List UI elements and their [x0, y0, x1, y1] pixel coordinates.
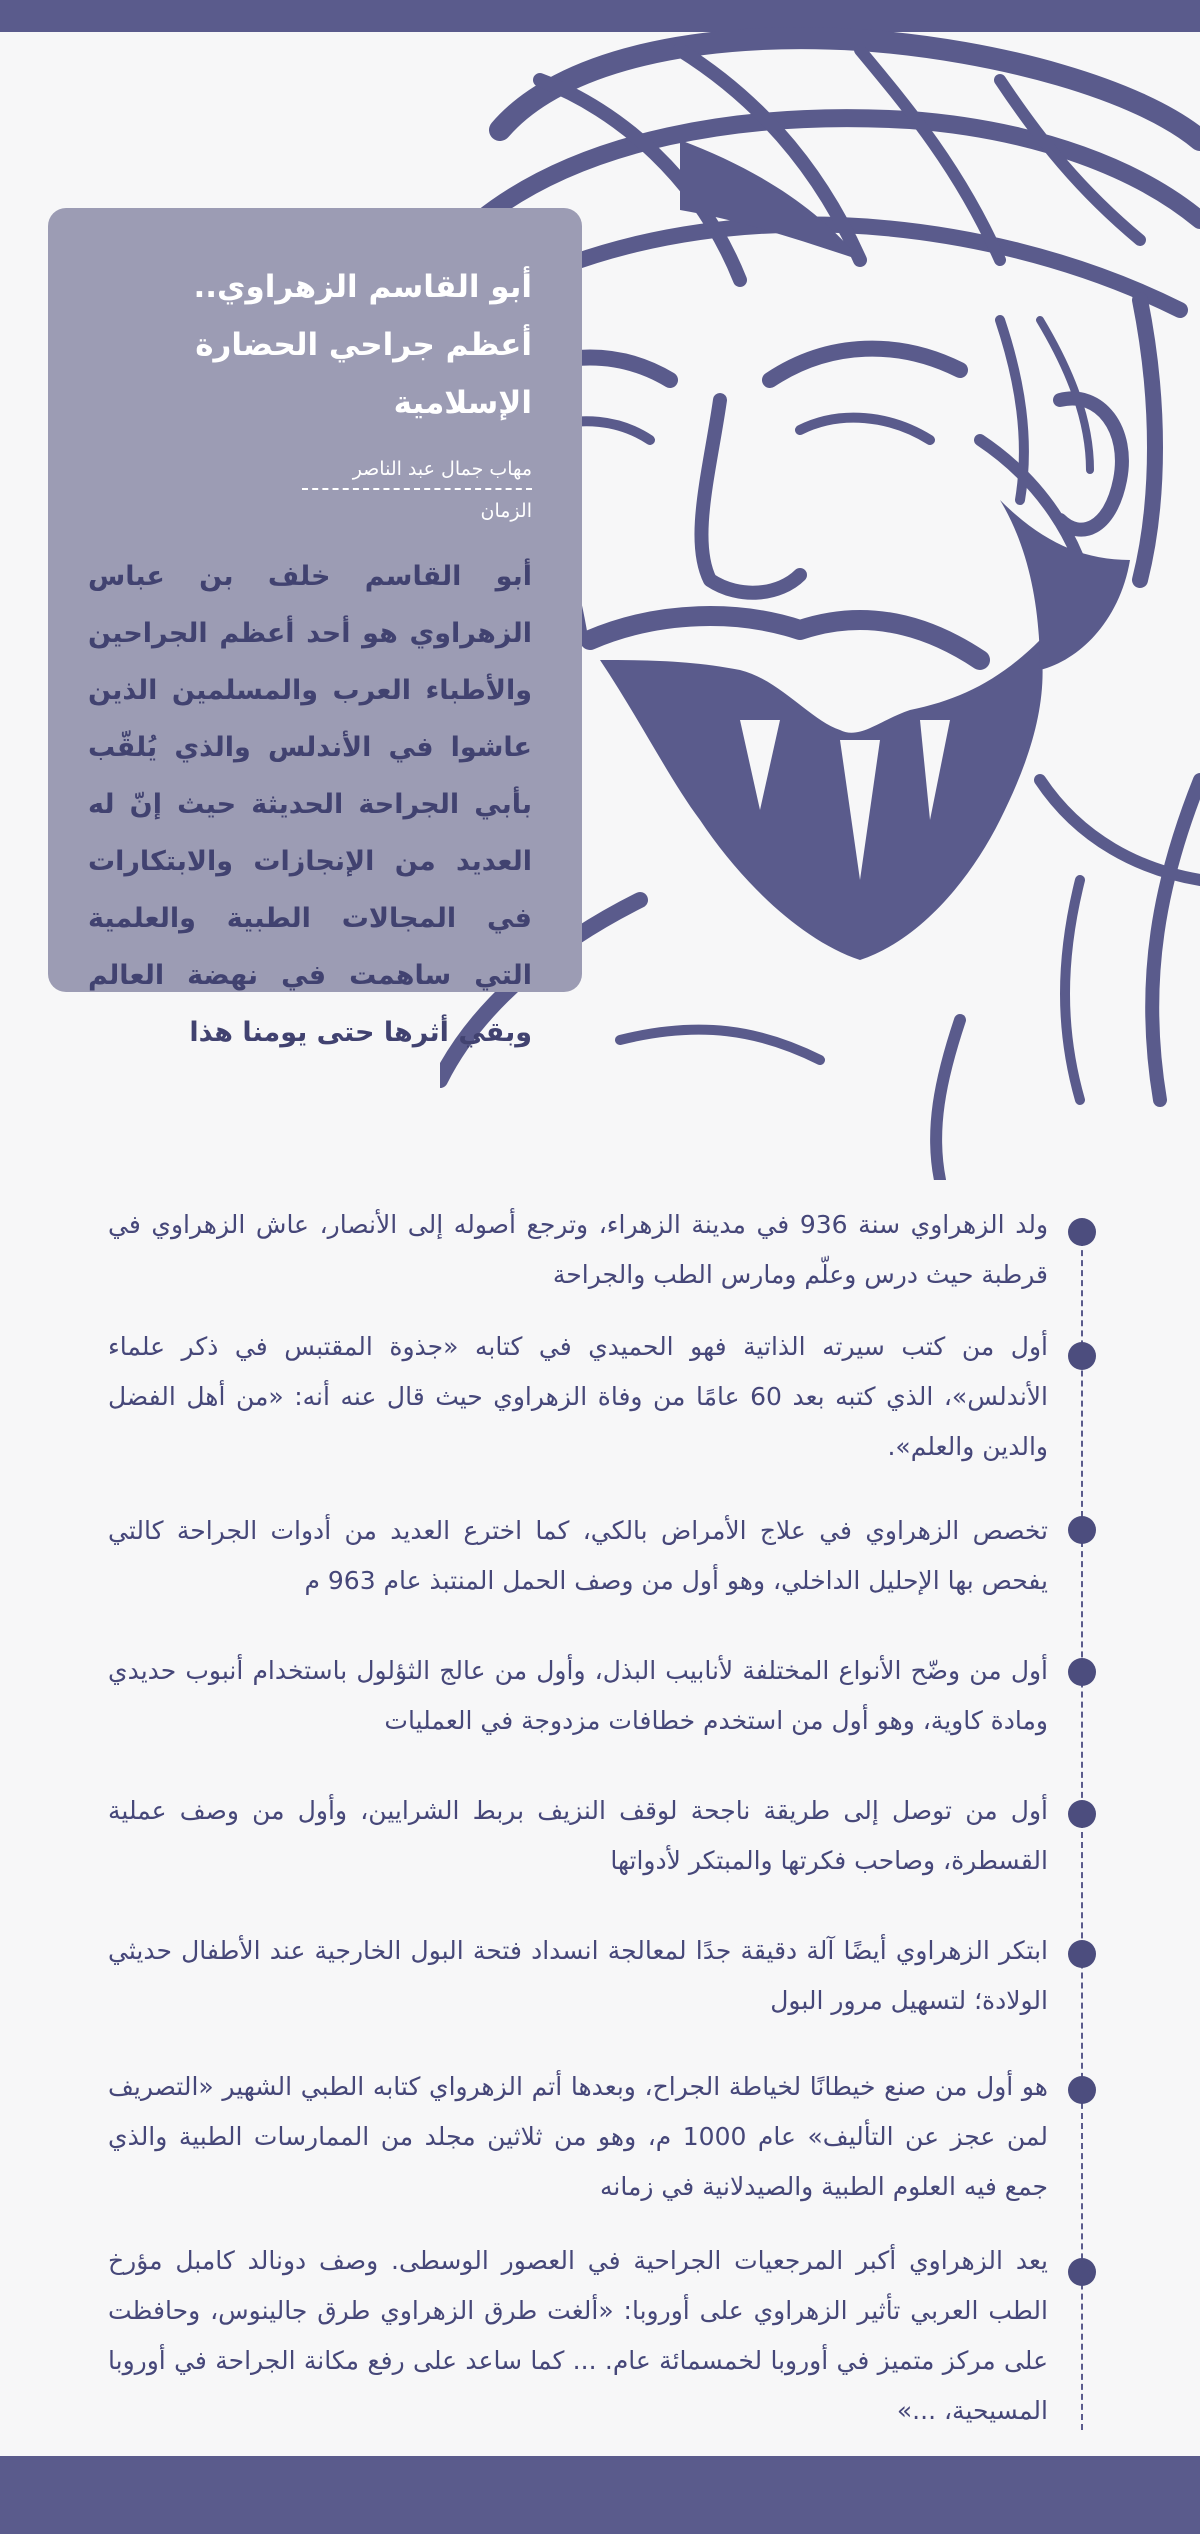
- intro-paragraph: أبو القاسم خلف بن عباس الزهراوي هو أحد أعظم الجراحين والأطباء العرب والمسلمين الذين عاشوا في الأندلس والذي يُلقّب بأبي الجراحة الحديثة حيث إنّ له العديد من الإنجازات والابتكارات في المجالات الطبية والعلمية التي ساهمت في نهضة العالم وبقي أثرها حتى يومنا هذا: [88, 561, 532, 1048]
- timeline-bullet: [1068, 2258, 1096, 2286]
- fact-text: هو أول من صنع خيطانًا لخياطة الجراح، وبعدها أتم الزهرواي كتابه الطبي الشهير «التصريف لمن عجز عن التأليف» عام 1000 م، وهو من ثلاثين مجلد من الممارسات الطبية والذي جمع فيه العلوم الطبية والصيدلانية في زمانه: [108, 2072, 1048, 2201]
- fact-item: [108, 1200, 1048, 1300]
- fact-item: [108, 1646, 1048, 1746]
- title-line-2: أعظم جراحي الحضارة الإسلامية: [195, 327, 532, 421]
- timeline-bullet: [1068, 1218, 1096, 1246]
- timeline-bullet: [1068, 2076, 1096, 2104]
- title-line-1: أبو القاسم الزهراوي..: [193, 269, 532, 305]
- fact-text: أول من توصل إلى طريقة ناجحة لوقف النزيف بربط الشرايين، وأول من وصف عملية القسطرة، وصاحب فكرتها والمبتكر لأدواتها: [108, 1796, 1048, 1875]
- fact-text: ولد الزهراوي سنة 936 في مدينة الزهراء، وترجع أصوله إلى الأنصار، عاش الزهراوي في قرطبة حيث درس وعلّم ومارس الطب والجراحة: [108, 1210, 1049, 1289]
- timeline-bullet: [1068, 1940, 1096, 1968]
- timeline-bullet: [1068, 1516, 1096, 1544]
- timeline-bullet: [1068, 1658, 1096, 1686]
- source-name: الزمان: [480, 500, 532, 522]
- timeline-bullet: [1068, 1342, 1096, 1370]
- fact-item: [108, 1506, 1048, 1606]
- fact-text: تخصص الزهراوي في علاج الأمراض بالكي، كما اخترع العديد من أدوات الجراحة كالتي يفحص بها الإحليل الداخلي، وهو أول من وصف الحمل المنتبذ عام 963 م: [108, 1516, 1048, 1595]
- fact-text: يعد الزهراوي أكبر المرجعيات الجراحية في العصور الوسطى. وصف دونالد كامبل مؤرخ الطب العربي تأثير الزهراوي على أوروبا: «ألغت طرق الزهراوي طرق جالينوس، وحافظت على مركز متميز في أوروبا لخمسمائة عام. ... كما ساعد على رفع مكانة الجراحة في أوروبا المسيحية، ...»: [108, 2246, 1048, 2425]
- timeline-bullet: [1068, 1800, 1096, 1828]
- intro-card: [48, 208, 582, 1048]
- fact-item: [108, 1322, 1048, 1472]
- article-title: [88, 258, 532, 432]
- timeline-line: [1081, 1230, 1083, 2430]
- author-name: مهاب جمال عبد الناصر: [302, 458, 532, 490]
- bottom-banner: [0, 2456, 1200, 2534]
- fact-item: [108, 1926, 1048, 2026]
- fact-item: [108, 2236, 1048, 2436]
- fact-item: [108, 2062, 1048, 2212]
- fact-text: أول من وضّح الأنواع المختلفة لأنابيب البذل، وأول من عالج الثؤلول باستخدام أنبوب حديدي ومادة كاوية، وهو أول من استخدم خطافات مزدوجة في العمليات: [108, 1656, 1048, 1735]
- fact-text: ابتكر الزهراوي أيضًا آلة دقيقة جدًا لمعالجة انسداد فتحة البول الخارجية عند الأطفال حديثي الولادة؛ لتسهيل مرور البول: [108, 1936, 1048, 2015]
- fact-text: أول من كتب سيرته الذاتية فهو الحميدي في كتابه «جذوة المقتبس في ذكر علماء الأندلس»، الذي كتبه بعد 60 عامًا من وفاة الزهراوي حيث قال عنه أنه: «من أهل الفضل والدين والعلم».: [108, 1332, 1049, 1461]
- fact-item: [108, 1786, 1048, 1886]
